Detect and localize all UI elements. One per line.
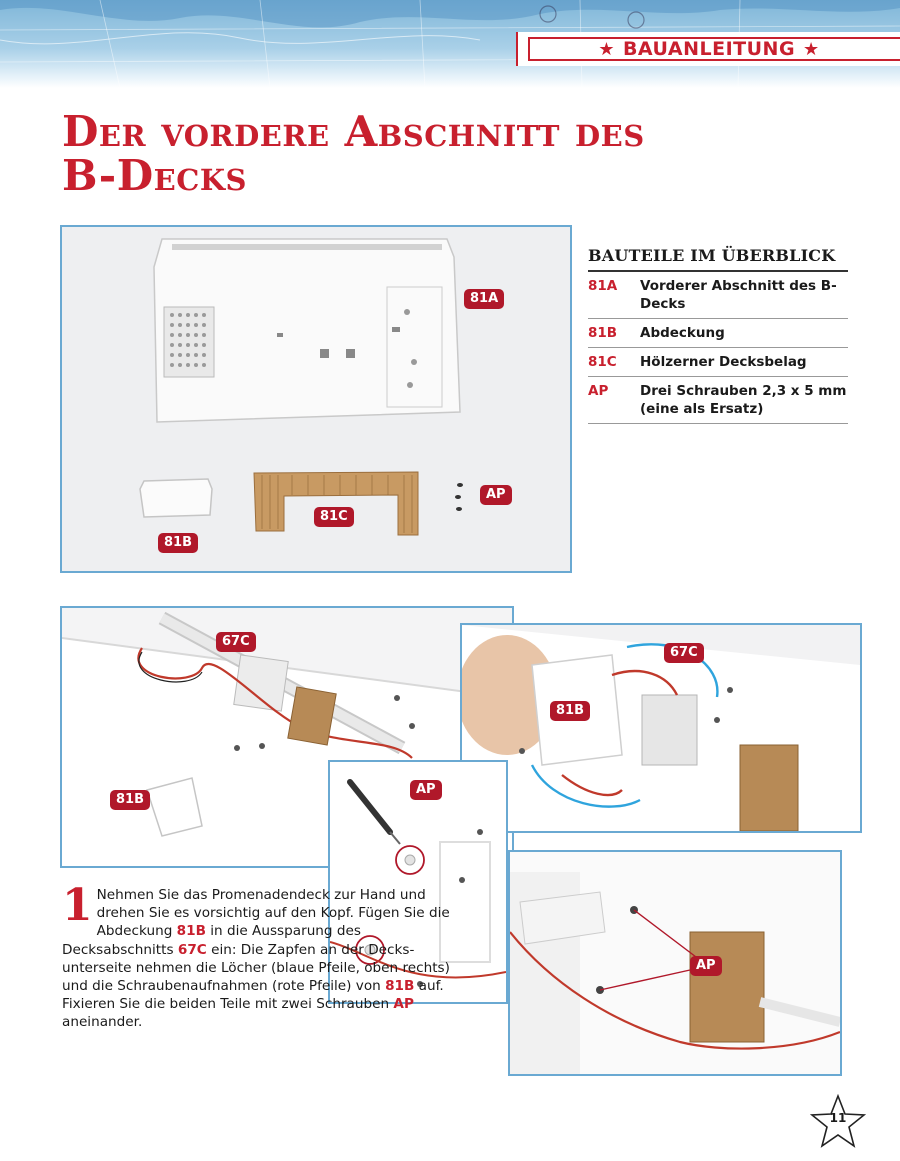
- part-code: 81A: [588, 278, 618, 294]
- deck-part-81a: [154, 239, 460, 422]
- part-description: Drei Schrauben 2,3 x 5 mm (eine als Ersatz): [640, 383, 847, 417]
- label-81b: 81B: [110, 790, 150, 810]
- screws-illustration: [510, 852, 840, 1074]
- banner-title: BAUANLEITUNG: [622, 38, 796, 60]
- part-code: AP: [588, 383, 609, 399]
- parts-heading: BAUTEILE IM ÜBERBLICK: [588, 246, 848, 272]
- label-67c: 67C: [664, 643, 704, 663]
- part-ref: AP: [393, 996, 414, 1013]
- star-icon: ★: [598, 38, 615, 60]
- step-text: auf. Fixieren Sie die beiden Teile mit zwei Schrauben: [62, 978, 444, 1013]
- cover-part-81b: [140, 479, 212, 517]
- page-number-label: 11: [829, 1111, 847, 1125]
- part-ref: 81B: [385, 978, 415, 995]
- label-81c: 81C: [314, 507, 354, 527]
- step-text: aneinander.: [62, 1014, 143, 1031]
- step-number: 1: [62, 880, 93, 931]
- part-code: 81C: [588, 354, 617, 370]
- label-81a: 81A: [464, 289, 504, 309]
- step1-photo-cover: [460, 623, 862, 833]
- cover-placement-illustration: [462, 625, 860, 831]
- step1-photo-screws: [508, 850, 842, 1076]
- parts-row: [588, 348, 848, 377]
- title-line-1: Der vordere Abschnitt des: [62, 107, 645, 156]
- step-text: in die Aussparung des Decksabschnitts: [62, 923, 361, 958]
- star-icon: ★: [803, 38, 820, 60]
- part-description: Hölzerner Decksbelag: [640, 354, 807, 370]
- page-title: [62, 107, 842, 200]
- part-code: 81B: [588, 325, 618, 341]
- label-ap: AP: [690, 956, 722, 976]
- parts-overview: [588, 246, 848, 424]
- title-line-2: B-Decks: [62, 151, 247, 200]
- part-description: Abdeckung: [640, 325, 725, 341]
- banner-label: [598, 38, 819, 60]
- parts-photo: [60, 225, 572, 573]
- header-map-band: [0, 0, 900, 88]
- parts-row: [588, 319, 848, 348]
- part-ref: 67C: [177, 941, 207, 958]
- section-banner: [516, 32, 900, 66]
- step1-instructions: [62, 880, 474, 1032]
- label-81b: 81B: [550, 701, 590, 721]
- parts-row: [588, 377, 848, 424]
- step-text: ein: Die Zapfen an der Decksunterseite nehmen die Löcher (blaue Pfeile, oben rechts) und die Schraubenaufnahmen (rote Pfeile) von: [62, 941, 450, 995]
- label-ap: AP: [410, 780, 442, 800]
- parts-row: [588, 272, 848, 319]
- part-ref: 81B: [176, 923, 206, 940]
- label-81b: 81B: [158, 533, 198, 553]
- label-ap: AP: [480, 485, 512, 505]
- label-67c: 67C: [216, 632, 256, 652]
- part-description: Vorderer Abschnitt des B-Decks: [640, 278, 837, 312]
- step-text: Nehmen Sie das Promenadendeck zur Hand und drehen Sie es vorsichtig auf den Kopf. Fügen Sie die Abdeckung: [96, 887, 450, 940]
- page-number: [810, 1094, 866, 1150]
